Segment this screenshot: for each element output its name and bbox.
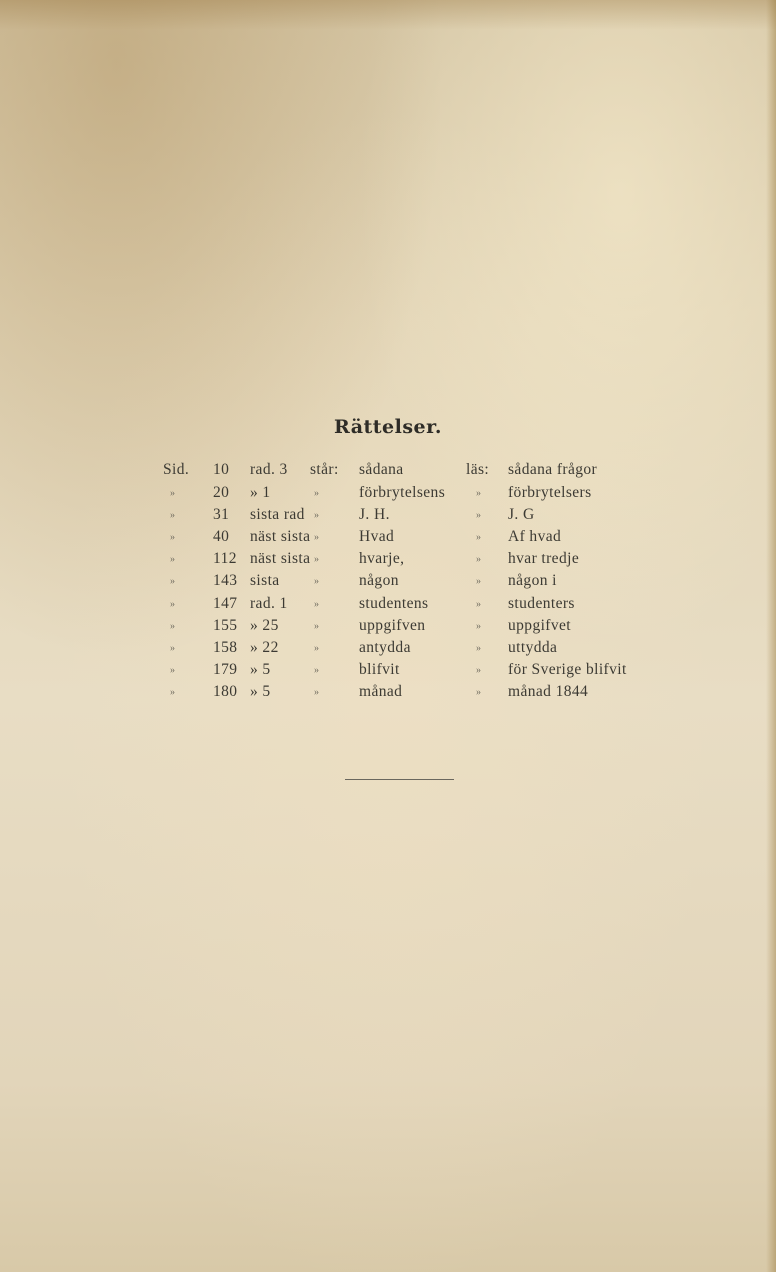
line-spec: näst sista bbox=[250, 528, 311, 546]
ditto-mark: » bbox=[476, 532, 482, 544]
wrong-text: studentens bbox=[359, 594, 429, 612]
errata-row bbox=[0, 484, 776, 506]
wrong-text: antydda bbox=[359, 638, 411, 656]
ditto-mark: » bbox=[170, 532, 176, 544]
divider-rule bbox=[345, 779, 454, 780]
wrong-text: någon bbox=[359, 572, 399, 590]
ditto-mark: » bbox=[476, 620, 482, 632]
line-spec: » 1 bbox=[250, 484, 271, 501]
correct-text: Af hvad bbox=[508, 528, 562, 546]
correct-text: sådana frågor bbox=[508, 461, 598, 478]
ditto-mark: » bbox=[476, 598, 482, 610]
ditto-mark: » bbox=[170, 642, 176, 654]
errata-row bbox=[0, 506, 776, 528]
page-title: Rättelser. bbox=[333, 416, 443, 438]
wrong-text: månad bbox=[359, 682, 403, 700]
ditto-mark: » bbox=[314, 664, 320, 676]
page-top-shadow bbox=[0, 0, 776, 30]
ditto-mark: » bbox=[476, 554, 482, 566]
wrong-text: blifvit bbox=[359, 660, 400, 678]
correct-text: uttydda bbox=[508, 638, 558, 656]
wrong-text: J. H. bbox=[359, 506, 390, 524]
ditto-mark: » bbox=[170, 488, 176, 499]
errata-row bbox=[0, 639, 776, 661]
ditto-mark: » bbox=[314, 686, 320, 698]
correct-text: månad 1844 bbox=[508, 682, 589, 700]
ditto-mark: » bbox=[476, 510, 482, 522]
page-number: 147 bbox=[213, 594, 238, 612]
page-number: 143 bbox=[213, 572, 238, 590]
sid-label: Sid. bbox=[163, 461, 190, 478]
correct-text: någon i bbox=[508, 572, 557, 590]
ditto-mark: » bbox=[170, 554, 176, 566]
errata-header-row bbox=[0, 461, 776, 483]
line-spec: sista bbox=[250, 572, 280, 590]
wrong-text: hvarje, bbox=[359, 550, 405, 568]
wrong-text: sådana bbox=[359, 461, 404, 478]
ditto-mark: » bbox=[314, 532, 320, 544]
line-spec: rad. 1 bbox=[250, 594, 288, 612]
errata-row bbox=[0, 683, 776, 705]
ditto-mark: » bbox=[476, 686, 482, 698]
wrong-text: uppgifven bbox=[359, 616, 426, 634]
ditto-mark: » bbox=[314, 576, 320, 588]
correct-text: J. G bbox=[508, 506, 535, 524]
wrong-text: förbrytelsens bbox=[359, 484, 446, 501]
ditto-mark: » bbox=[170, 686, 176, 698]
errata-row bbox=[0, 528, 776, 550]
line-spec: sista rad bbox=[250, 506, 305, 524]
errata-row bbox=[0, 661, 776, 683]
line-spec: » 22 bbox=[250, 638, 279, 656]
ditto-mark: » bbox=[314, 598, 320, 610]
ditto-mark: » bbox=[476, 576, 482, 588]
page-number: 10 bbox=[213, 461, 230, 478]
las-label: läs: bbox=[466, 461, 490, 478]
ditto-mark: » bbox=[314, 620, 320, 632]
star-label: står: bbox=[310, 461, 339, 478]
ditto-mark: » bbox=[314, 488, 320, 499]
line-spec: » 5 bbox=[250, 660, 271, 678]
ditto-mark: » bbox=[476, 664, 482, 676]
ditto-mark: » bbox=[476, 642, 482, 654]
wrong-text: Hvad bbox=[359, 528, 395, 546]
ditto-mark: » bbox=[170, 620, 176, 632]
correct-text: för Sverige blifvit bbox=[508, 660, 627, 678]
line-spec: » 5 bbox=[250, 682, 271, 700]
ditto-mark: » bbox=[170, 598, 176, 610]
ditto-mark: » bbox=[170, 576, 176, 588]
ditto-mark: » bbox=[170, 510, 176, 522]
line-spec: näst sista bbox=[250, 550, 311, 568]
correct-text: uppgifvet bbox=[508, 616, 572, 634]
errata-row bbox=[0, 595, 776, 617]
page-number: 31 bbox=[213, 506, 230, 524]
errata-row bbox=[0, 550, 776, 572]
ditto-mark: » bbox=[170, 664, 176, 676]
page-number: 158 bbox=[213, 638, 238, 656]
line-spec: rad. 3 bbox=[250, 461, 288, 478]
ditto-mark: » bbox=[314, 510, 320, 522]
errata-row bbox=[0, 617, 776, 639]
page-number: 112 bbox=[213, 550, 237, 568]
page-number: 179 bbox=[213, 660, 238, 678]
ditto-mark: » bbox=[314, 554, 320, 566]
page-number: 180 bbox=[213, 682, 238, 700]
correct-text: studenters bbox=[508, 594, 575, 612]
page-number: 20 bbox=[213, 484, 230, 501]
errata-row bbox=[0, 572, 776, 594]
line-spec: » 25 bbox=[250, 616, 279, 634]
ditto-mark: » bbox=[314, 642, 320, 654]
page-number: 155 bbox=[213, 616, 238, 634]
ditto-mark: » bbox=[476, 488, 482, 499]
page-number: 40 bbox=[213, 528, 230, 546]
correct-text: förbrytelsers bbox=[508, 484, 592, 501]
correct-text: hvar tredje bbox=[508, 550, 580, 568]
